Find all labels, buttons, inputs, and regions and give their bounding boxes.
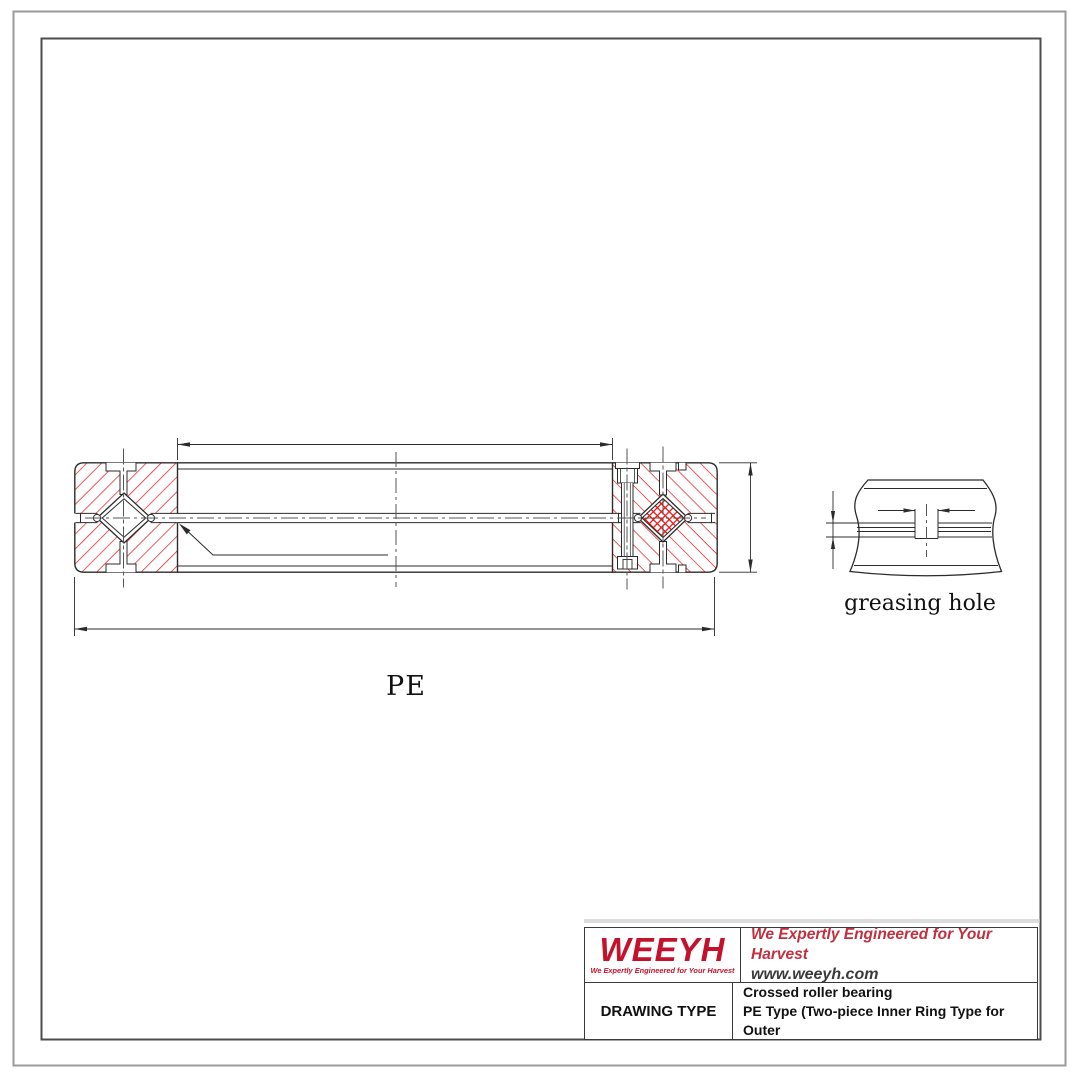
drawing-type-value-line2: PE Type (Two-piece Inner Ring Type for Outer xyxy=(743,1002,1005,1038)
logo-tagline: We Expertly Engineered for Your Harvest xyxy=(590,966,735,975)
drawing-type-label-cell xyxy=(585,983,733,1039)
titleblock-shadow xyxy=(584,919,1040,923)
greasing-hole-detail xyxy=(826,480,1002,576)
titleblock-row-brand xyxy=(585,928,1037,983)
drawing-type-value-line1: Crossed roller bearing xyxy=(743,983,893,1000)
company-slogan: We Expertly Engineered for Your Harvest xyxy=(751,926,992,963)
dimension-bore xyxy=(178,438,613,460)
detail-dim-depth xyxy=(831,491,835,569)
dimension-height xyxy=(719,463,757,572)
company-website: www.weeyh.com xyxy=(751,966,879,983)
title-block xyxy=(584,927,1038,1040)
greasing-hole-label: greasing hole xyxy=(844,591,996,616)
view-label-pe: PE xyxy=(386,671,426,702)
drawing-type-label: DRAWING TYPE xyxy=(600,1002,717,1020)
split-line-leader xyxy=(179,524,388,556)
titleblock-row-type xyxy=(585,983,1037,1039)
weeyh-logo: WEEYH xyxy=(599,931,726,968)
slogan-cell xyxy=(741,928,1037,982)
dimension-outer xyxy=(75,577,715,636)
logo-cell xyxy=(585,928,741,982)
drawing-type-value-cell xyxy=(733,983,1037,1039)
